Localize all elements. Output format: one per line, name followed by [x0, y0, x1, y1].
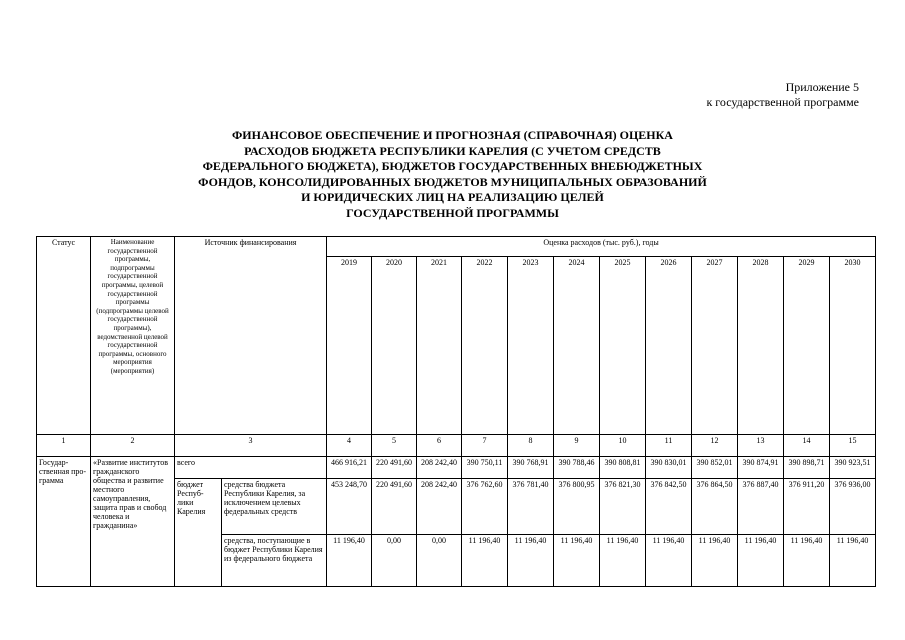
- value-cell: 376 762,60: [462, 479, 508, 535]
- value-cell: 376 842,50: [646, 479, 692, 535]
- column-number: 15: [830, 435, 876, 457]
- year-header: 2029: [784, 257, 830, 435]
- appendix-note: [706, 80, 859, 110]
- column-number: 9: [554, 435, 600, 457]
- column-number: 7: [462, 435, 508, 457]
- column-number: 13: [738, 435, 784, 457]
- header-estimate: Оценка расходов (тыс. руб.), годы: [327, 237, 876, 257]
- value-cell: 11 196,40: [738, 535, 784, 587]
- value-cell: 11 196,40: [692, 535, 738, 587]
- value-cell: 390 808,81: [600, 457, 646, 479]
- year-header: 2026: [646, 257, 692, 435]
- source-cell: средства бюджета Республики Карелия, за исключением целевых федеральных средств: [222, 479, 327, 535]
- value-cell: 390 788,46: [554, 457, 600, 479]
- title-line-5: И ЮРИДИЧЕСКИХ ЛИЦ НА РЕАЛИЗАЦИЮ ЦЕЛЕЙ: [301, 190, 604, 204]
- value-cell: 376 781,40: [508, 479, 554, 535]
- column-number: 6: [417, 435, 462, 457]
- column-number: 10: [600, 435, 646, 457]
- header-name: Наименование государственной программы, подпрограммы государственной программы, целевой государственной программы (подпрограммы целевой государственной программы), ведомственной целевой государственной программы, основного мероприятия (мероприятия): [91, 237, 175, 435]
- value-cell: 208 242,40: [417, 479, 462, 535]
- value-cell: 376 821,30: [600, 479, 646, 535]
- value-cell: 390 768,91: [508, 457, 554, 479]
- value-cell: 220 491,60: [372, 479, 417, 535]
- year-header: 2020: [372, 257, 417, 435]
- header-status: Статус: [37, 237, 91, 435]
- value-cell: 453 248,70: [327, 479, 372, 535]
- value-cell: 390 830,01: [646, 457, 692, 479]
- value-cell: 0,00: [417, 535, 462, 587]
- title-line-6: ГОСУДАРСТВЕННОЙ ПРОГРАММЫ: [346, 205, 559, 220]
- column-number: 2: [91, 435, 175, 457]
- year-header: 2021: [417, 257, 462, 435]
- column-number: 1: [37, 435, 91, 457]
- value-cell: 0,00: [372, 535, 417, 587]
- column-number: 8: [508, 435, 554, 457]
- title-line-2: РАСХОДОВ БЮДЖЕТА РЕСПУБЛИКИ КАРЕЛИЯ (С УЧЕТОМ СРЕДСТВ: [244, 143, 661, 158]
- year-header: 2027: [692, 257, 738, 435]
- value-cell: 220 491,60: [372, 457, 417, 479]
- program-name: «Развитие институтов гражданского общества и развитие местного самоуправления, защита прав и свобод человека и гражданина»: [91, 457, 175, 587]
- value-cell: 11 196,40: [646, 535, 692, 587]
- value-cell: 390 898,71: [784, 457, 830, 479]
- value-cell: 11 196,40: [830, 535, 876, 587]
- title-line-4: ФОНДОВ, КОНСОЛИДИРОВАННЫХ БЮДЖЕТОВ МУНИЦИПАЛЬНЫХ ОБРАЗОВАНИЙ: [198, 174, 707, 189]
- appendix-line-1: Приложение 5: [785, 80, 859, 94]
- year-header: 2024: [554, 257, 600, 435]
- value-cell: 208 242,40: [417, 457, 462, 479]
- value-cell: 11 196,40: [508, 535, 554, 587]
- document-title: [130, 128, 775, 221]
- value-cell: 390 852,01: [692, 457, 738, 479]
- column-number: 4: [327, 435, 372, 457]
- value-cell: 11 196,40: [600, 535, 646, 587]
- value-cell: 376 864,50: [692, 479, 738, 535]
- value-cell: 11 196,40: [784, 535, 830, 587]
- column-number: 11: [646, 435, 692, 457]
- title-line-1: ФИНАНСОВОЕ ОБЕСПЕЧЕНИЕ И ПРОГНОЗНАЯ (СПРАВОЧНАЯ) ОЦЕНКА: [232, 128, 673, 142]
- column-number: 5: [372, 435, 417, 457]
- value-cell: 376 911,20: [784, 479, 830, 535]
- year-header: 2025: [600, 257, 646, 435]
- value-cell: 376 800,95: [554, 479, 600, 535]
- value-cell: 11 196,40: [462, 535, 508, 587]
- column-number: 12: [692, 435, 738, 457]
- year-header: 2019: [327, 257, 372, 435]
- year-header: 2023: [508, 257, 554, 435]
- year-header: 2022: [462, 257, 508, 435]
- budget-label: бюджет Респуб-лики Карелия: [175, 479, 222, 587]
- title-line-3: ФЕДЕРАЛЬНОГО БЮДЖЕТА), БЮДЖЕТОВ ГОСУДАРСТВЕННЫХ ВНЕБЮДЖЕТНЫХ: [202, 159, 703, 173]
- value-cell: 466 916,21: [327, 457, 372, 479]
- value-cell: 11 196,40: [327, 535, 372, 587]
- program-status: Государ-ственная про-грамма: [37, 457, 91, 587]
- table-row: [37, 457, 876, 479]
- value-cell: 376 887,40: [738, 479, 784, 535]
- column-numbers-row: [37, 435, 876, 457]
- budget-table: [36, 236, 876, 587]
- value-cell: 390 874,91: [738, 457, 784, 479]
- value-cell: 390 750,11: [462, 457, 508, 479]
- value-cell: 390 923,51: [830, 457, 876, 479]
- header-source: Источник финансирования: [175, 237, 327, 435]
- column-number: 3: [175, 435, 327, 457]
- value-cell: 11 196,40: [554, 535, 600, 587]
- year-header: 2028: [738, 257, 784, 435]
- column-number: 14: [784, 435, 830, 457]
- value-cell: 376 936,00: [830, 479, 876, 535]
- appendix-line-2: к государственной программе: [706, 95, 859, 109]
- source-cell: всего: [175, 457, 327, 479]
- year-header: 2030: [830, 257, 876, 435]
- source-cell: средства, поступающие в бюджет Республики Карелия из федерального бюджета: [222, 535, 327, 587]
